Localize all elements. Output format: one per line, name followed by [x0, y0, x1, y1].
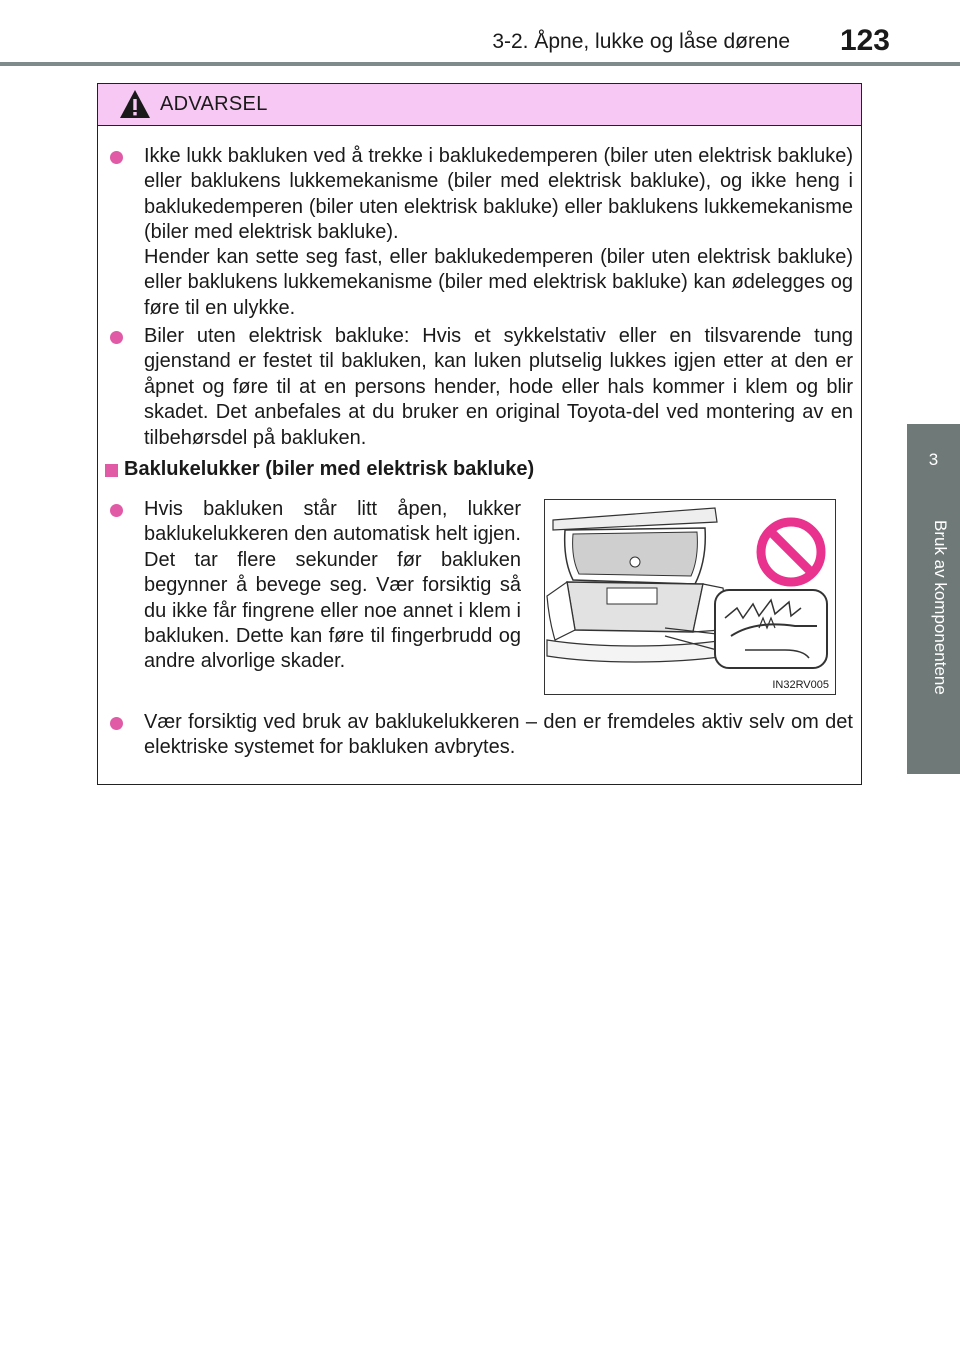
bullet-icon	[110, 151, 123, 164]
warning-header	[98, 84, 861, 126]
warning-triangle-icon	[118, 88, 152, 120]
section-title: 3-2. Åpne, lukke og låse dørene	[492, 30, 790, 53]
warning-title: ADVARSEL	[160, 93, 268, 115]
chapter-tab-number: 3	[907, 424, 960, 508]
tailgate-illustration	[545, 500, 835, 694]
chapter-tab-label: Bruk av komponentene	[931, 520, 950, 695]
warning-paragraph-2: Biler uten elektrisk bakluke: Hvis et sykkelstativ eller en tilsvarende tung gjenstand er festet til bakluken, kan luken plutselig lukkes igjen etter at den er åpnet og føre til at en persons hender, hode eller hals kommer i klem og blir skadet. Det anbefales at du bruker en original Toyota-del ved montering av en tilbehørsdel på bakluken.	[144, 325, 853, 449]
page-number: 123	[839, 24, 890, 57]
chapter-tab	[907, 508, 960, 774]
page-header	[0, 0, 960, 64]
warning-paragraph-1: Ikke lukk bakluken ved å trekke i baklukedemperen (biler uten elektrisk bakluke) eller baklukens lukkemekanisme (biler med elektrisk bakluke), og ikke heng i baklukedemperen (biler uten elektrisk bakluke) eller baklukens lukkemekanisme (biler med elektrisk bakluke).	[144, 145, 853, 244]
subheading: Baklukelukker (biler med elektrisk bakluke)	[124, 458, 535, 480]
warning-paragraph-1-continued: Hender kan sette seg fast, eller baklukedemperen (biler uten elektrisk bakluke) eller baklukens lukkemekanisme (biler med elektrisk bakluke) kan ødelegges og føre til en ulykke.	[144, 246, 853, 319]
illustration	[544, 499, 836, 695]
bullet-icon	[110, 331, 123, 344]
square-bullet-icon	[105, 464, 118, 477]
header-rule	[0, 62, 960, 66]
warning-paragraph-4: Vær forsiktig ved bruk av baklukelukkeren – den er fremdeles aktiv selv om det elektriske systemet for bakluken avbrytes.	[144, 711, 853, 759]
illustration-code: IN32RV005	[772, 679, 829, 691]
warning-paragraph-3: Hvis bakluken står litt åpen, lukker baklukelukkeren den automatisk helt igjen. Det tar flere sekunder før bakluken begynner å bevege seg. Vær forsiktig så du ikke får fingrene eller noe annet i klem i bakluken. Dette kan føre til fingerbrudd og andre alvorlige skader.	[144, 498, 521, 673]
bullet-icon	[110, 504, 123, 517]
bullet-icon	[110, 717, 123, 730]
